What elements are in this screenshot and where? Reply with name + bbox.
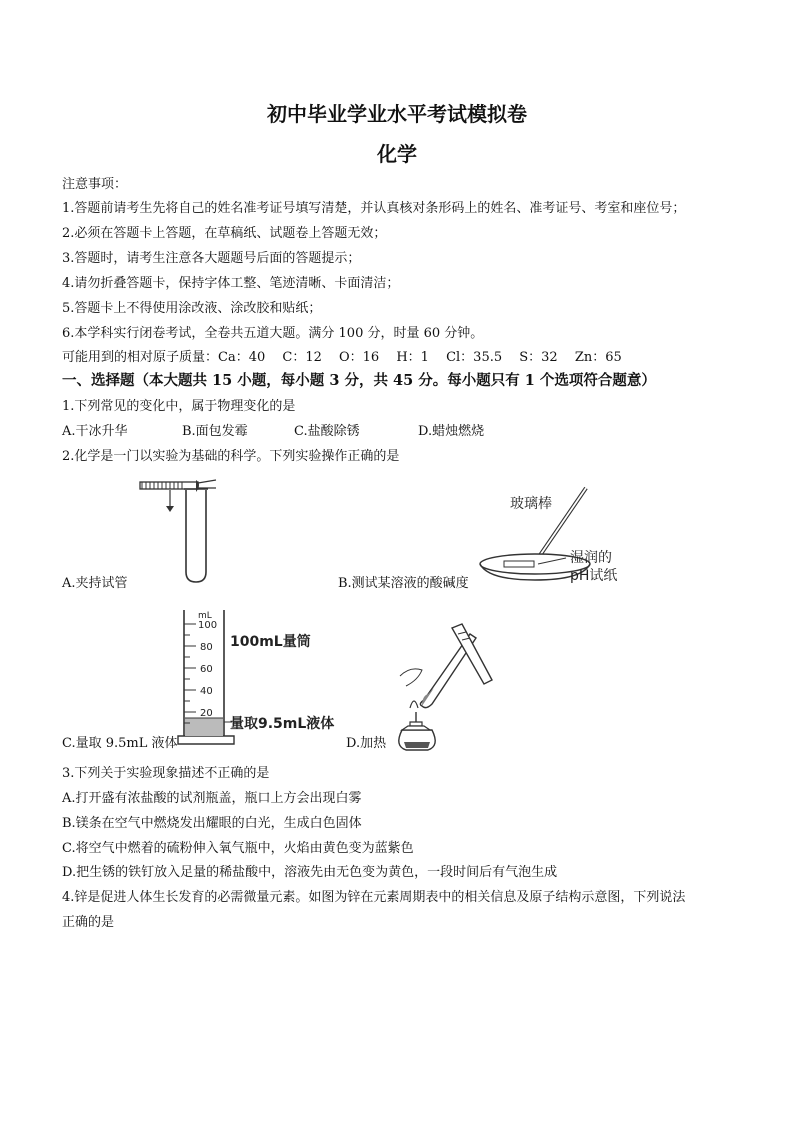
- ph-paper-label-1: 湿润的: [570, 550, 612, 566]
- q1-option-c: C.盐酸除锈: [294, 424, 360, 439]
- measure-label: 量取9.5mL液体: [230, 716, 335, 732]
- question-2-stem: 2.化学是一门以实验为基础的科学。下列实验操作正确的是: [62, 449, 400, 464]
- question-4-stem-cont: 正确的是: [62, 915, 115, 930]
- tick-label: 100: [198, 620, 218, 631]
- question-4-stem: 4.锌是促进人体生长发育的必需微量元素。如图为锌在元素周期表中的相关信息及原子结构示意图，下列说法: [62, 890, 686, 905]
- tick-label: 60: [200, 664, 213, 675]
- tick-label: 40: [200, 686, 213, 697]
- q3-option-b: B.镁条在空气中燃烧发出耀眼的白光，生成白色固体: [62, 816, 362, 831]
- figure-a-test-tube-holder: [130, 470, 230, 590]
- note-item: 2.必须在答题卡上答题，在草稿纸、试题卷上答题无效；: [62, 226, 387, 241]
- cylinder-label: 100mL量筒: [230, 634, 311, 650]
- figure-d-heating: [392, 626, 502, 754]
- q3-option-d: D.把生锈的铁钉放入足量的稀盐酸中，溶液先由无色变为黄色，一段时间后有气泡生成: [62, 865, 558, 880]
- cylinder-unit: mL: [198, 611, 212, 621]
- question-1-stem: 1.下列常见的变化中，属于物理变化的是: [62, 399, 296, 414]
- q2-option-b: B.测试某溶液的酸碱度: [338, 576, 469, 591]
- subject-title: 化学: [377, 142, 417, 166]
- note-item: 5.答题卡上不得使用涂改液、涂改胶和贴纸；: [62, 301, 322, 316]
- q2-option-d: D.加热: [346, 736, 387, 751]
- figure-c-graduated-cylinder: [176, 604, 376, 752]
- q2-option-a: A.夹持试管: [62, 576, 128, 591]
- note-item: 1.答题前请考生先将自己的姓名准考证号填写清楚，并认真核对条形码上的姓名、准考证号、考室和座位号；: [62, 201, 686, 216]
- section-heading: 一、选择题（本大题共 15 小题，每小题 3 分，共 45 分。每小题只有 1 个选项符合题意）: [62, 372, 656, 389]
- atomic-masses: 可能用到的相对原子质量：Ca：40 C：12 O：16 H：1 Cl：35.5 S：32 Zn：65: [62, 350, 622, 365]
- q3-option-c: C.将空气中燃着的硫粉伸入氧气瓶中，火焰由黄色变为蓝紫色: [62, 841, 414, 856]
- note-item: 4.请勿折叠答题卡，保持字体工整、笔迹清晰、卡面清洁；: [62, 276, 400, 291]
- tick-label: 20: [200, 708, 213, 719]
- figure-b-ph-test: [470, 482, 650, 592]
- tick-label: 80: [200, 642, 213, 653]
- q1-option-b: B.面包发霉: [182, 424, 248, 439]
- glass-rod-label: 玻璃棒: [510, 496, 552, 512]
- note-item: 6.本学科实行闭卷考试，全卷共五道大题。满分 100 分，时量 60 分钟。: [62, 326, 484, 341]
- note-item: 3.答题时，请考生注意各大题题号后面的答题提示；: [62, 251, 361, 266]
- exam-title: 初中毕业学业水平考试模拟卷: [267, 102, 527, 126]
- q3-option-a: A.打开盛有浓盐酸的试剂瓶盖，瓶口上方会出现白雾: [62, 791, 362, 806]
- q2-option-c: C.量取 9.5mL 液体: [62, 736, 178, 751]
- ph-paper-label-2: pH试纸: [570, 568, 618, 584]
- q1-option-d: D.蜡烛燃烧: [418, 424, 485, 439]
- question-3-stem: 3.下列关于实验现象描述不正确的是: [62, 766, 270, 781]
- q1-option-a: A.干冰升华: [62, 424, 128, 439]
- notes-heading: 注意事项：: [62, 177, 128, 192]
